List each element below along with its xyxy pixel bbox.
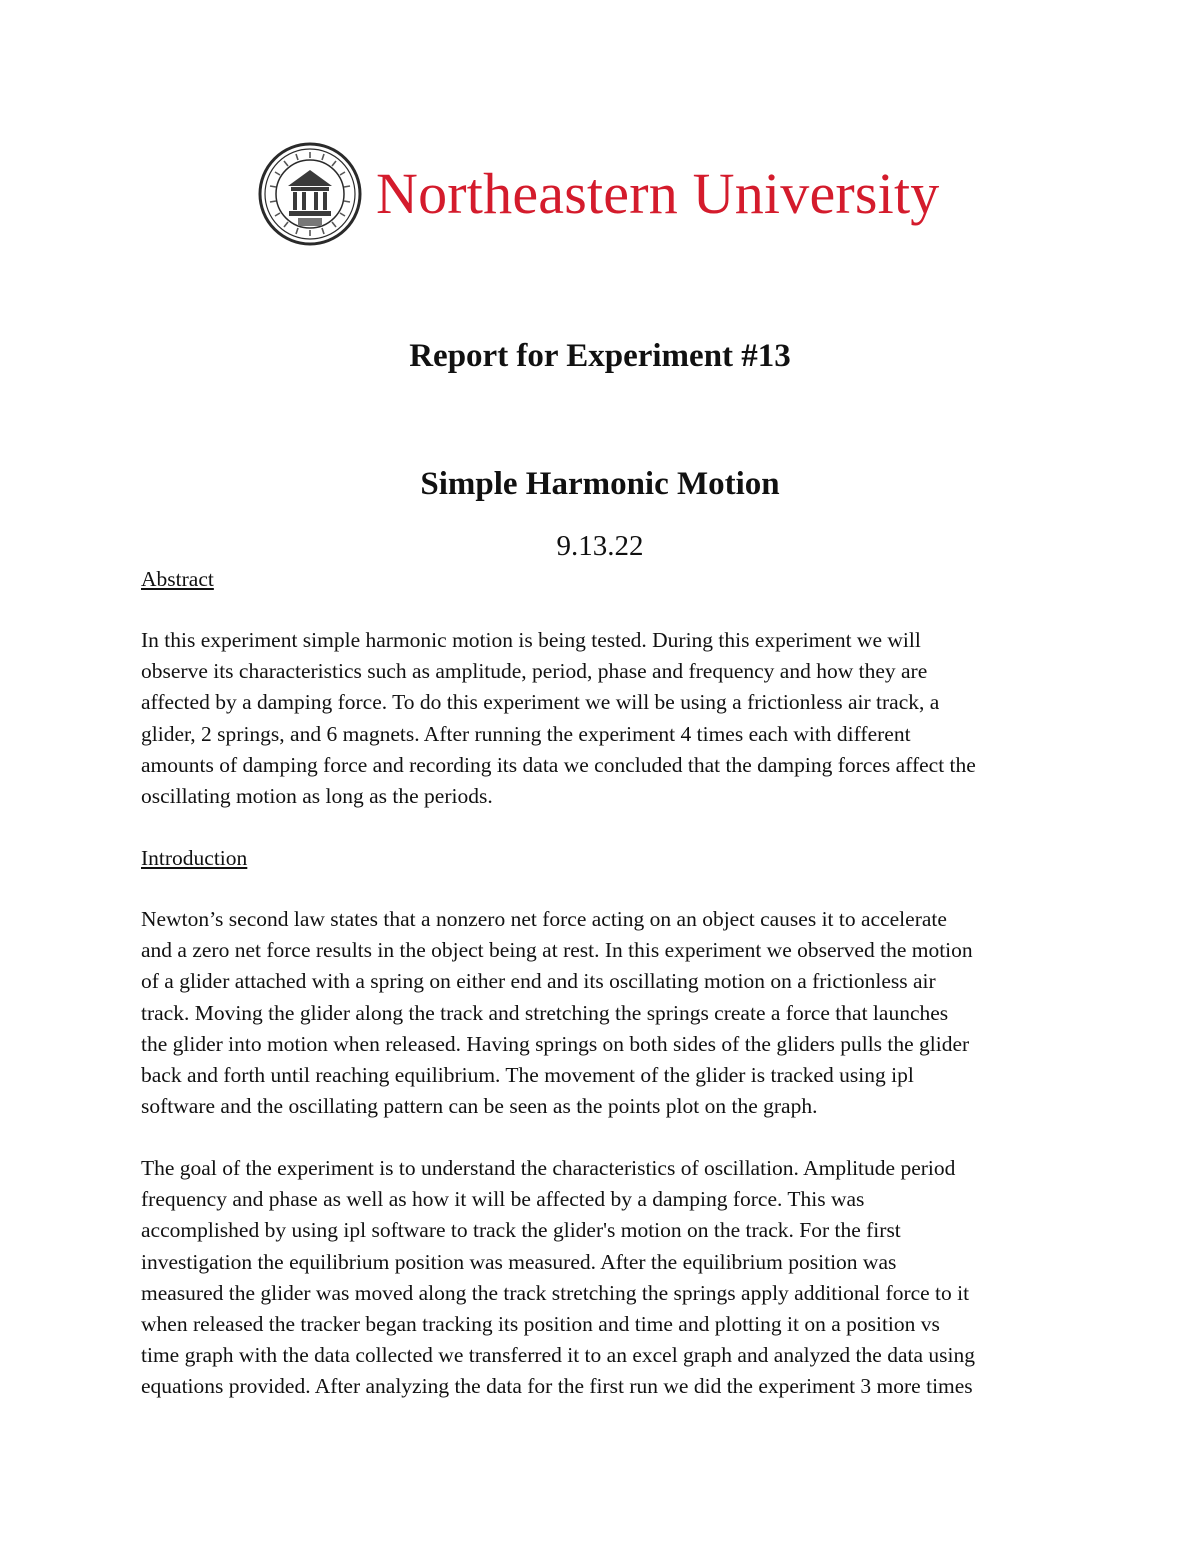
text-line: and a zero net force results in the object being at rest. In this experiment we observed the motion xyxy=(141,938,973,963)
experiment-title: Simple Harmonic Motion xyxy=(420,466,780,502)
university-logo xyxy=(258,142,940,246)
abstract-paragraph xyxy=(141,625,1061,812)
text-line: observe its characteristics such as amplitude, period, phase and frequency and how they are xyxy=(141,659,928,684)
text-line: frequency and phase as well as how it will be affected by a damping force. This was xyxy=(141,1187,865,1212)
text-line: accomplished by using ipl software to track the glider's motion on the track. For the first xyxy=(141,1218,901,1243)
text-line: amounts of damping force and recording its data we concluded that the damping forces affect the xyxy=(141,752,976,777)
text-line: equations provided. After analyzing the data for the first run we did the experiment 3 more times xyxy=(141,1374,973,1399)
text-line: the glider into motion when released. Having springs on both sides of the gliders pulls the glider xyxy=(141,1031,970,1056)
text-line: glider, 2 springs, and 6 magnets. After running the experiment 4 times each with different xyxy=(141,721,911,746)
text-line: measured the glider was moved along the track stretching the springs apply additional force to it xyxy=(141,1280,970,1305)
text-line: back and forth until reaching equilibrium. The movement of the glider is tracked using ipl xyxy=(141,1063,914,1088)
text-line: of a glider attached with a spring on either end and its oscillating motion on a frictionless air xyxy=(141,969,936,994)
text-line: time graph with the data collected we transferred it to an excel graph and analyzed the data using xyxy=(141,1343,975,1368)
university-name: Northeastern University xyxy=(376,161,940,226)
report-date: 9.13.22 xyxy=(556,530,644,562)
text-line: Newton’s second law states that a nonzero net force acting on an object causes it to accelerate xyxy=(141,907,947,931)
text-line: when released the tracker began tracking its position and time and plotting it on a position vs xyxy=(141,1312,940,1337)
introduction-paragraph-1 xyxy=(141,904,1061,1122)
text-line: oscillating motion as long as the periods. xyxy=(141,784,493,809)
text-line: investigation the equilibrium position was measured. After the equilibrium position was xyxy=(141,1249,897,1274)
abstract-heading: Abstract xyxy=(141,567,214,591)
report-title: Report for Experiment #13 xyxy=(409,338,791,374)
university-seal-icon xyxy=(258,142,362,246)
text-line: software and the oscillating pattern can be seen as the points plot on the graph. xyxy=(141,1094,818,1119)
text-line: affected by a damping force. To do this experiment we will be using a frictionless air track, a xyxy=(141,690,940,715)
introduction-paragraph-2 xyxy=(141,1153,1061,1403)
text-line: In this experiment simple harmonic motion is being tested. During this experiment we will xyxy=(141,628,921,652)
text-line: The goal of the experiment is to understand the characteristics of oscillation. Amplitude period xyxy=(141,1156,956,1180)
introduction-heading: Introduction xyxy=(141,846,248,870)
text-line: track. Moving the glider along the track and stretching the springs create a force that launches xyxy=(141,1000,949,1025)
